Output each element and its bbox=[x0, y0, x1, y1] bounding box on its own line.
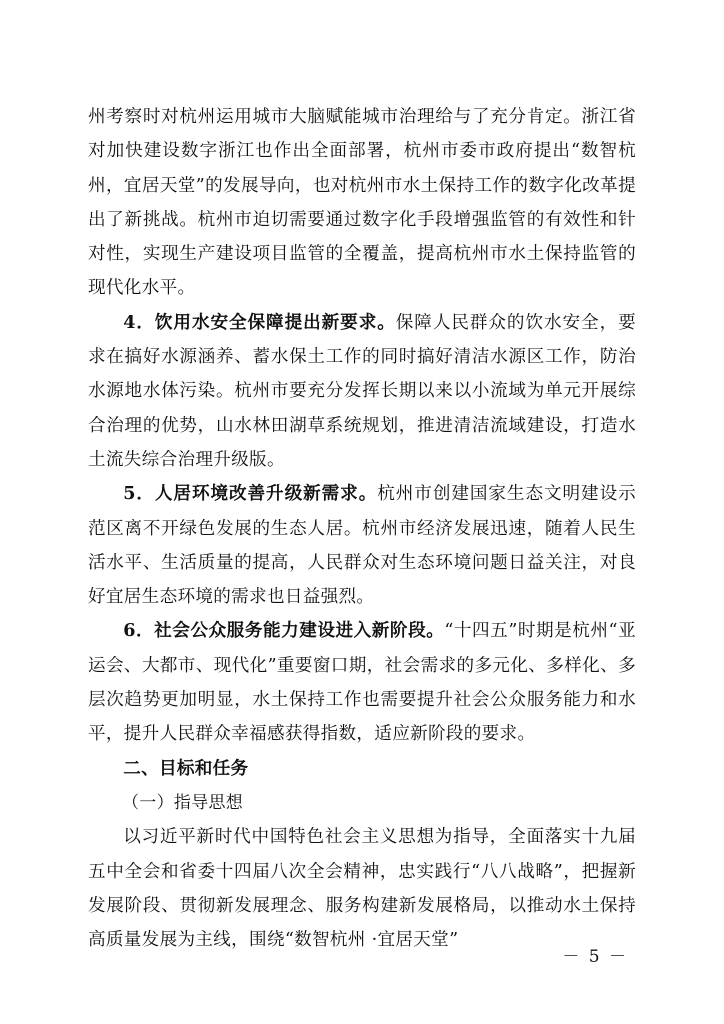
section-heading: 二、目标和任务 bbox=[123, 757, 249, 779]
paragraph-digital-supervision: 州考察时对杭州运用城市大脑赋能城市治理给与了充分肯定。浙江省对加快建设数字浙江也作出全面部署，杭州市委市政府提出“数智杭州，宜居天堂”的发展导向，也对杭州市水土保持工作的数字化改革提出了新挑战。杭州市迫切需要通过数字化手段增强监管的有效性和针对性，实现生产建设项目监管的全覆盖，提高杭州市水土保持监管的现代化水平。 bbox=[88, 107, 636, 299]
paragraph-body-public-service: “十四五”时期是杭州“亚运会、大都市、现代化”重要窗口期，社会需求的多元化、多样化、多层次趋势更加明显，水土保持工作也需要提升社会公众服务能力和水平，提升人民群众幸福感获得指数，适应新阶段的要求。 bbox=[88, 621, 636, 745]
page-number: － 5 － bbox=[562, 947, 628, 967]
paragraph-body-drinking-water: 保障人民群众的饮水安全，要求在搞好水源涵养、蓄水保土工作的同时搞好清洁水源区工作，防治水源地水体污染。杭州市要充分发挥长期以来以小流域为单元开展综合治理的优势，山水林田湖草系统规划，推进清洁流域建设，打造水土流失综合治理升级版。 bbox=[88, 312, 636, 470]
paragraph-drinking-water bbox=[88, 306, 636, 477]
subsection-heading: （一）指导思想 bbox=[122, 792, 244, 813]
paragraph-lead-public-service: 6．社会公众服务能力建设进入新阶段。 bbox=[123, 620, 445, 642]
paragraph-lead-living-environment: 5．人居环境改善升级新需求。 bbox=[123, 483, 378, 505]
paragraph-guiding-ideology: 以习近平新时代中国特色社会主义思想为指导，全面落实十九届五中全会和省委十四届八次全会精神，忠实践行“八八战略”，把握新发展阶段、贯彻新发展理念、服务构建新发展格局，以推动水土保持高质量发展为主线，围绕“数智杭州 ·宜居天堂” bbox=[88, 827, 636, 951]
paragraph-body-living-environment: 杭州市创建国家生态文明建设示范区离不开绿色发展的生态人居。杭州市经济发展迅速，随着人民生活水平、生活质量的提高，人民群众对生态环境问题日益关注，对良好宜居生态环境的需求也日益强烈。 bbox=[88, 484, 636, 608]
document-page bbox=[88, 100, 636, 957]
paragraph-public-service bbox=[88, 614, 636, 751]
paragraph-living-environment bbox=[88, 477, 636, 614]
paragraph-lead-drinking-water: 4．饮用水安全保障提出新要求。 bbox=[123, 311, 396, 333]
